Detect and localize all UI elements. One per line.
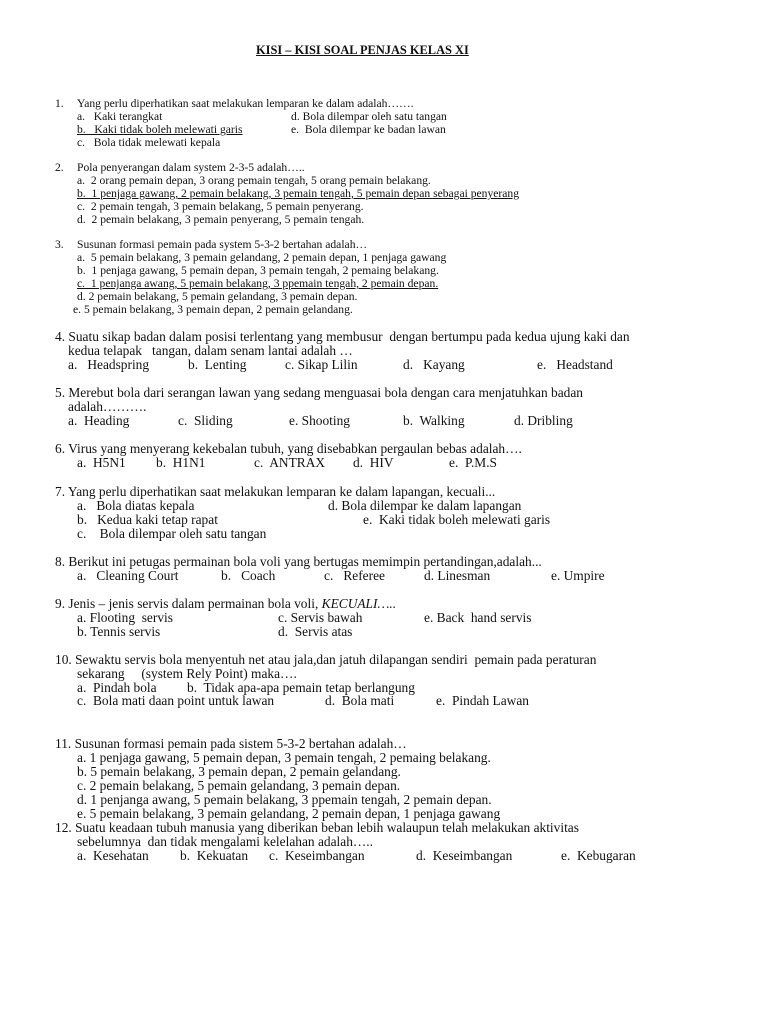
option-a: a. Kesehatan: [77, 848, 149, 863]
option-b-answer: b. Kaki tidak boleh melewati garis: [77, 123, 243, 136]
option-a: a. 5 pemain belakang, 3 pemain gelandang, 2 pemain depan, 1 penjaga gawang: [77, 251, 447, 264]
option-a: a. Kaki terangkat: [77, 110, 163, 123]
option-e: e. Umpire: [551, 568, 605, 583]
option-c: c. Servis bawah: [278, 610, 363, 625]
option-d: d. 2 pemain belakang, 3 pemain penyerang, 5 pemain tengah.: [77, 213, 365, 226]
option-b: b. 5 pemain belakang, 3 pemain depan, 2 pemain gelandang.: [77, 764, 401, 779]
option-a: a. Cleaning Court: [77, 568, 179, 583]
option-d: d. Servis atas: [278, 624, 353, 639]
option-c: c. Sliding: [178, 413, 233, 428]
question-stem-line-2: sebelumnya dan tidak mengalami kelelahan adalah…..: [77, 834, 373, 849]
option-d: d. Bola dilempar ke dalam lapangan: [328, 498, 522, 513]
option-e: e. 5 pemain belakang, 3 pemain depan, 2 pemain gelandang.: [73, 303, 353, 316]
option-a: a. Headspring: [68, 357, 150, 372]
option-c: c. 2 pemain belakang, 5 pemain gelandang, 3 pemain depan.: [77, 778, 401, 793]
document-title: KISI – KISI SOAL PENJAS KELAS XI: [256, 43, 469, 57]
question-stem-line-1: 10. Sewaktu servis bola menyentuh net atau jala,dan jatuh dilapangan sendiri pemain pada peraturan: [55, 652, 597, 667]
option-a: a. Flooting servis: [77, 610, 173, 625]
question-stem: 7. Yang perlu diperhatikan saat melakukan lemparan ke dalam lapangan, kecuali...: [55, 484, 496, 499]
question-stem: Susunan formasi pemain pada system 5-3-2 bertahan adalah…: [77, 238, 368, 251]
question-stem-line-1: 12. Suatu keadaan tubuh manusia yang diberikan beban lebih walaupun telah melakukan aktivitas: [55, 820, 579, 835]
question-stem: Yang perlu diperhatikan saat melakukan lemparan ke dalam adalah…….: [77, 97, 414, 110]
option-a: a. Heading: [68, 413, 130, 428]
question-stem-text: 9. Jenis – jenis servis dalam permainan bola voli,: [55, 596, 322, 611]
question-stem-line-1: 4. Suatu sikap badan dalam posisi terlentang yang membusur dengan bertumpu pada kedua ujung kaki dan: [55, 329, 630, 344]
option-c: c. Sikap Lilin: [285, 357, 358, 372]
option-e: e. 5 pemain belakang, 3 pemain gelandang, 2 pemain depan, 1 penjaga gawang: [77, 806, 501, 821]
question-number: 1.: [55, 97, 64, 110]
option-c-answer: c. 1 penjanga awang, 5 pemain belakang, 3 ppemain tengah, 2 pemain depan.: [77, 277, 439, 290]
option-a: a. 2 orang pemain depan, 3 orang pemain tengah, 5 orang pemain belakang.: [77, 174, 431, 187]
option-d: d. Bola mati: [325, 693, 395, 708]
option-b: b. Kedua kaki tetap rapat: [77, 512, 218, 527]
option-b: b. Walking: [403, 413, 465, 428]
question-stem: 11. Susunan formasi pemain pada sistem 5-3-2 bertahan adalah…: [55, 736, 407, 751]
option-c: c. Keseimbangan: [269, 848, 365, 863]
option-a: a. Bola diatas kepala: [77, 498, 195, 513]
question-stem-line-2: sekarang (system Rely Point) maka….: [77, 666, 297, 681]
question-stem-line-2: kedua telapak tangan, dalam senam lantai adalah …: [68, 343, 353, 358]
option-d: d. 2 pemain belakang, 5 pemain gelandang, 3 pemain depan.: [77, 290, 358, 303]
option-b: b. 1 penjaga gawang, 5 pemain depan, 3 pemain tengah, 2 pemaing belakang.: [77, 264, 439, 277]
option-d: d. 1 penjanga awang, 5 pemain belakang, 3 ppemain tengah, 2 pemain depan.: [77, 792, 492, 807]
option-a: a. Pindah bola: [77, 680, 157, 695]
option-b-answer: b. 1 penjaga gawang, 2 pemain belakang, 3 pemain tengah, 5 pemain depan sebagai penyerang: [77, 187, 520, 200]
option-b: b. Tidak apa-apa pemain tetap berlangung: [187, 680, 415, 695]
option-b: b. Coach: [221, 568, 276, 583]
option-e: e. Bola dilempar ke badan lawan: [291, 123, 446, 136]
question-stem: 6. Virus yang menyerang kekebalan tubuh, yang disebabkan pergaulan bebas adalah….: [55, 441, 522, 456]
question-stem: 8. Berikut ini petugas permainan bola voli yang bertugas memimpin pertandingan,adalah...: [55, 554, 542, 569]
question-stem-line-2: adalah……….: [68, 399, 147, 414]
option-b: b. H1N1: [156, 455, 206, 470]
option-d: d. Kayang: [403, 357, 465, 372]
option-b: b. Kekuatan: [180, 848, 249, 863]
option-e: e. Kebugaran: [561, 848, 636, 863]
option-b: b. Tennis servis: [77, 624, 161, 639]
question-stem: Pola penyerangan dalam system 2-3-5 adalah…..: [77, 161, 305, 174]
option-e: e. Shooting: [289, 413, 351, 428]
option-e: e. P.M.S: [449, 455, 497, 470]
option-e: e. Headstand: [537, 357, 613, 372]
option-d: d. Keseimbangan: [416, 848, 513, 863]
option-c: c. Referee: [324, 568, 385, 583]
option-e: e. Back hand servis: [424, 610, 532, 625]
option-e: e. Pindah Lawan: [436, 693, 529, 708]
option-e: e. Kaki tidak boleh melewati garis: [363, 512, 551, 527]
question-stem-emphasis: KECUALI…..: [321, 596, 397, 611]
option-c: c. Bola dilempar oleh satu tangan: [77, 526, 267, 541]
option-d: d. Dribling: [514, 413, 573, 428]
option-a: a. H5N1: [77, 455, 126, 470]
question-number: 2.: [55, 161, 64, 174]
option-d: d. HIV: [353, 455, 394, 470]
option-c: c. Bola mati daan point untuk lawan: [77, 693, 275, 708]
option-a: a. 1 penjaga gawang, 5 pemain depan, 3 pemain tengah, 2 pemaing belakang.: [77, 750, 491, 765]
question-stem: [55, 597, 396, 610]
option-b: b. Lenting: [188, 357, 247, 372]
option-d: d. Bola dilempar oleh satu tangan: [291, 110, 447, 123]
option-c: c. 2 pemain tengah, 3 pemain belakang, 5 pemain penyerang.: [77, 200, 364, 213]
option-c: c. Bola tidak melewati kepala: [77, 136, 221, 149]
option-d: d. Linesman: [424, 568, 491, 583]
question-number: 3.: [55, 238, 64, 251]
question-stem-line-1: 5. Merebut bola dari serangan lawan yang sedang menguasai bola dengan cara menjatuhkan badan: [55, 385, 583, 400]
option-c: c. ANTRAX: [254, 455, 326, 470]
